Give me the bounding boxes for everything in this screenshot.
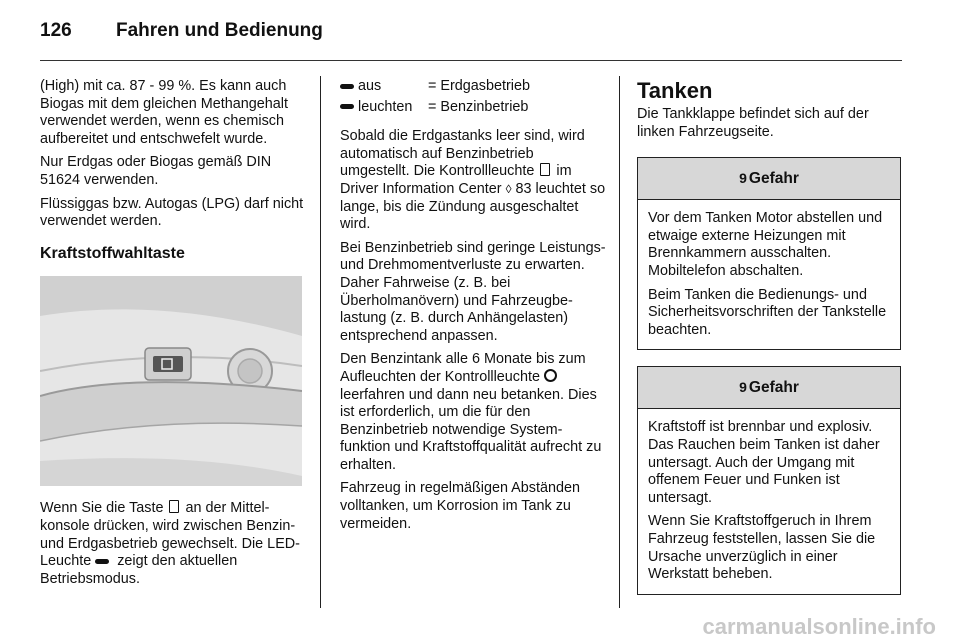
danger-box-header: 9 Gefahr — [638, 158, 900, 200]
section-heading: Kraftstoffwahltaste — [40, 244, 185, 262]
section-title: Tanken — [637, 78, 713, 103]
column-2 — [340, 78, 606, 539]
paragraph: Den Benzintank alle 6 Monate bis zum Aufleuchten der Kontrollleuchte leerfahren und dann neu betanken. Dies ist erforderlich, um die für den Benzinbetrieb notwendige Systemfunktion und Kraftstoffqualität aufrecht zu erhalten. — [340, 351, 602, 473]
column-1 — [40, 78, 306, 594]
led-indicator-icon — [95, 559, 109, 564]
fuel-selector-photo — [40, 276, 302, 486]
page-reference-icon: ◊ — [505, 181, 512, 196]
photo-caption: Wenn Sie die Taste an der Mittelkonsole drücken, wird zwischen Benzin- und Erdgasbetrieb gewechselt. Die LED-Leuchte zeigt den aktuellen Betriebsmodus. — [40, 500, 300, 587]
warning-light-icon — [544, 369, 557, 382]
column-divider-2 — [619, 76, 620, 608]
paragraph: Vor dem Tanken Motor abstellen und etwaige externe Heizungen mit Brennkammern ausschalten. Mobiltelefon abschalten. — [648, 210, 883, 279]
paragraph: Wenn Sie Kraftstoffgeruch in Ihrem Fahrzeug feststellen, lassen Sie die Ursache unverzüglich in einer Werkstatt beheben. — [648, 513, 876, 583]
paragraph: Kraftstoff ist brennbar und explosiv. Das Rauchen beim Tanken ist daher untersagt. Auch der Umgang mit offenem Feuer und Funken ist untersagt. — [648, 419, 880, 506]
fuel-pump-icon — [540, 163, 550, 176]
danger-box — [637, 157, 901, 350]
column-divider-1 — [320, 76, 321, 608]
paragraph: Beim Tanken die Bedienungs- und Sicherheitsvorschriften der Tankstelle beachten. — [648, 286, 887, 338]
paragraph: Flüssiggas bzw. Autogas (LPG) darf nicht verwendet werden. — [40, 195, 304, 230]
page-header — [40, 20, 323, 42]
paragraph: (High) mit ca. 87 - 99 %. Es kann auch Biogas mit dem gleichen Methangehalt verwendet werden, wenn es chemisch aufbereitet und entschwefelt wurde. — [40, 78, 288, 147]
page-number: 126 — [40, 20, 72, 41]
danger-box-header: 9 Gefahr — [638, 367, 900, 409]
header-rule — [40, 60, 902, 61]
led-table-row: aus = Erdgasbetrieb — [340, 78, 606, 96]
danger-box — [637, 366, 901, 594]
paragraph: Fahrzeug in regelmäßigen Abständen volltanken, um Korrosion im Tank zu vermeiden. — [340, 480, 580, 532]
paragraph: Sobald die Erdgastanks leer sind, wird automatisch auf Benzinbetrieb umgestellt. Die Kontrollleuchte im Driver Information Center ◊ 83 leuchtet so lange, bis die Zündung ausgeschaltet wird. — [340, 128, 606, 233]
column-3 — [637, 78, 901, 605]
chapter-title: Fahren und Bedienung — [116, 20, 323, 41]
watermark: carmanualsonline.info — [702, 614, 936, 639]
led-indicator-icon — [340, 84, 354, 89]
warning-triangle-icon: 9 — [739, 379, 747, 396]
fuel-pump-icon — [169, 500, 179, 513]
paragraph: Bei Benzinbetrieb sind geringe Leistungs- und Drehmomentverluste zu erwarten. Daher Fahrweise (z. B. bei Überholmanövern) und Fahrzeugbelastung (z. B. durch Anhängelasten) entsprechend anpassen. — [340, 239, 606, 344]
paragraph: Nur Erdgas oder Biogas gemäß DIN 51624 verwenden. — [40, 154, 272, 188]
led-indicator-icon — [340, 104, 354, 109]
console-illustration — [40, 276, 302, 486]
paragraph: Die Tankklappe befindet sich auf der linken Fahrzeugseite. — [637, 106, 869, 140]
warning-triangle-icon: 9 — [739, 170, 747, 187]
led-table-row: leuchten = Benzinbetrieb — [340, 99, 606, 117]
